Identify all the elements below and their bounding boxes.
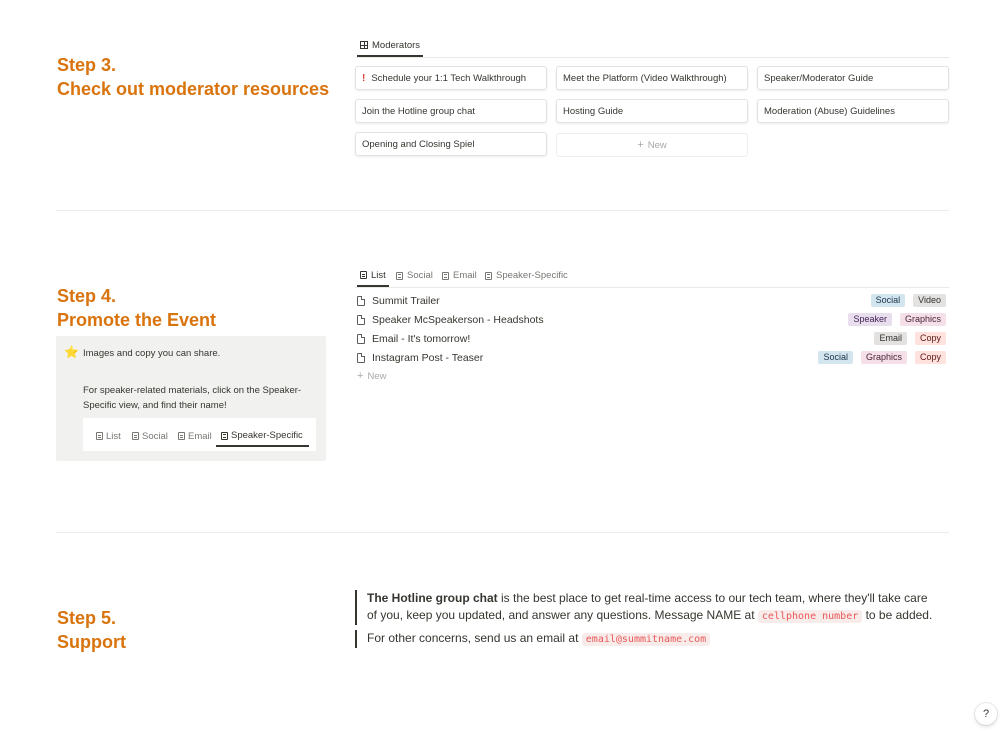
list-item[interactable] [357,291,949,310]
hotline-quote [355,590,937,625]
new-label: New [647,139,667,151]
page-icon [357,334,365,344]
page-icon [357,353,365,363]
new-card-button[interactable] [556,133,748,157]
email-text: For other concerns, send us an email at [367,631,582,645]
card-schedule-walkthrough[interactable] [355,66,547,90]
callout [56,336,326,461]
tab-speaker-specific[interactable] [482,265,571,286]
card-speaker-moderator-guide[interactable] [757,66,949,90]
list-item-title: Email - It's tomorrow! [372,332,471,345]
cellphone-code: cellphone number [758,610,862,623]
step3-title-line1: Step 3. [57,55,117,75]
tab-label: Email [188,430,212,442]
tag: Social [818,351,853,364]
list-item-title: Instagram Post - Teaser [372,351,484,364]
card-title: Speaker/Moderator Guide [764,72,874,84]
tab-email[interactable] [439,265,480,286]
card-title: Join the Hotline group chat [362,105,476,117]
mini-tab-list[interactable] [96,426,121,446]
email-code: email@summitname.com [582,633,710,646]
tab-label: List [371,269,386,281]
new-list-item-button[interactable] [357,370,386,382]
step4-title-line2: Promote the Event [57,310,217,330]
tag: Social [871,294,906,307]
card-title: Opening and Closing Spiel [362,138,475,150]
card-hotline-chat[interactable] [355,99,547,123]
help-button[interactable]: ? [975,703,997,725]
card-title: Hosting Guide [563,105,624,117]
step5-title-line2: Support [57,632,126,652]
star-icon: ⭐ [64,345,79,359]
tag: Copy [915,332,946,345]
tab-label: List [106,430,121,442]
new-label: New [367,370,387,382]
list-item[interactable] [357,329,949,348]
tab-label: Speaker-Specific [496,270,568,281]
tag: Video [913,294,946,307]
tab-label: Speaker-Specific [231,430,303,441]
tag: Graphics [861,351,907,364]
view-icon [442,272,449,280]
view-icon [178,432,185,440]
view-icon [132,432,139,440]
view-icon [221,432,228,440]
hotline-bold: The Hotline group chat [367,591,498,605]
card-moderation-guidelines[interactable] [757,99,949,123]
tab-moderators-label: Moderators [372,39,421,51]
view-icon [96,432,103,440]
tab-list[interactable] [357,265,389,287]
list-item[interactable] [357,310,949,329]
page-icon [357,296,365,306]
view-icon [485,272,492,280]
list-item-title: Speaker McSpeakerson - Headshots [372,313,544,326]
mini-tab-email[interactable] [178,426,212,446]
card-title: Moderation (Abuse) Guidelines [764,105,895,117]
divider [56,532,949,533]
tab-label: Social [407,270,433,281]
promote-view-bar [355,265,949,288]
moderators-view-bar [355,35,949,58]
step4-heading [57,284,216,332]
mini-tab-social[interactable] [132,426,168,446]
card-opening-closing-spiel[interactable] [355,132,547,156]
tab-moderators[interactable] [357,35,423,57]
step3-title-line2: Check out moderator resources [57,79,330,99]
card-meet-platform[interactable] [556,66,748,90]
list-item-title: Summit Trailer [372,294,440,307]
tag: Copy [915,351,946,364]
callout-text-2: For speaker-related materials, click on the Speaker-Specific view, and find their name! [83,385,302,411]
step5-heading [57,606,126,654]
tab-label: Social [142,430,168,442]
tab-label: Email [453,270,477,281]
hotline-text: is the best place to get real-time access to our tech team, where they'll take care of you, keep you updated, and answer any questions. Message NAME at [367,591,928,622]
page-icon [357,315,365,325]
email-quote [355,630,937,648]
list-view-icon [360,271,367,279]
hotline-text-end: to be added. [862,608,933,622]
divider [56,210,949,211]
tag: Graphics [900,313,946,326]
step5-title-line1: Step 5. [57,608,117,628]
table-icon [360,41,368,49]
card-title: Schedule your 1:1 Tech Walkthrough [371,72,527,84]
step4-title-line1: Step 4. [57,286,117,306]
plus-icon: + [357,370,364,382]
card-hosting-guide[interactable] [556,99,748,123]
card-title: Meet the Platform (Video Walkthrough) [563,72,727,84]
callout-view-bar [83,418,316,451]
tag: Speaker [848,313,892,326]
list-item[interactable] [357,348,949,367]
view-icon [396,272,403,280]
exclamation-icon: ! [362,72,366,84]
tab-social[interactable] [393,265,436,286]
tag: Email [874,332,907,345]
step3-heading [57,53,329,101]
mini-tab-speaker-specific[interactable] [216,426,309,447]
plus-icon: + [637,139,644,151]
callout-text-1: Images and copy you can share. [83,348,221,359]
